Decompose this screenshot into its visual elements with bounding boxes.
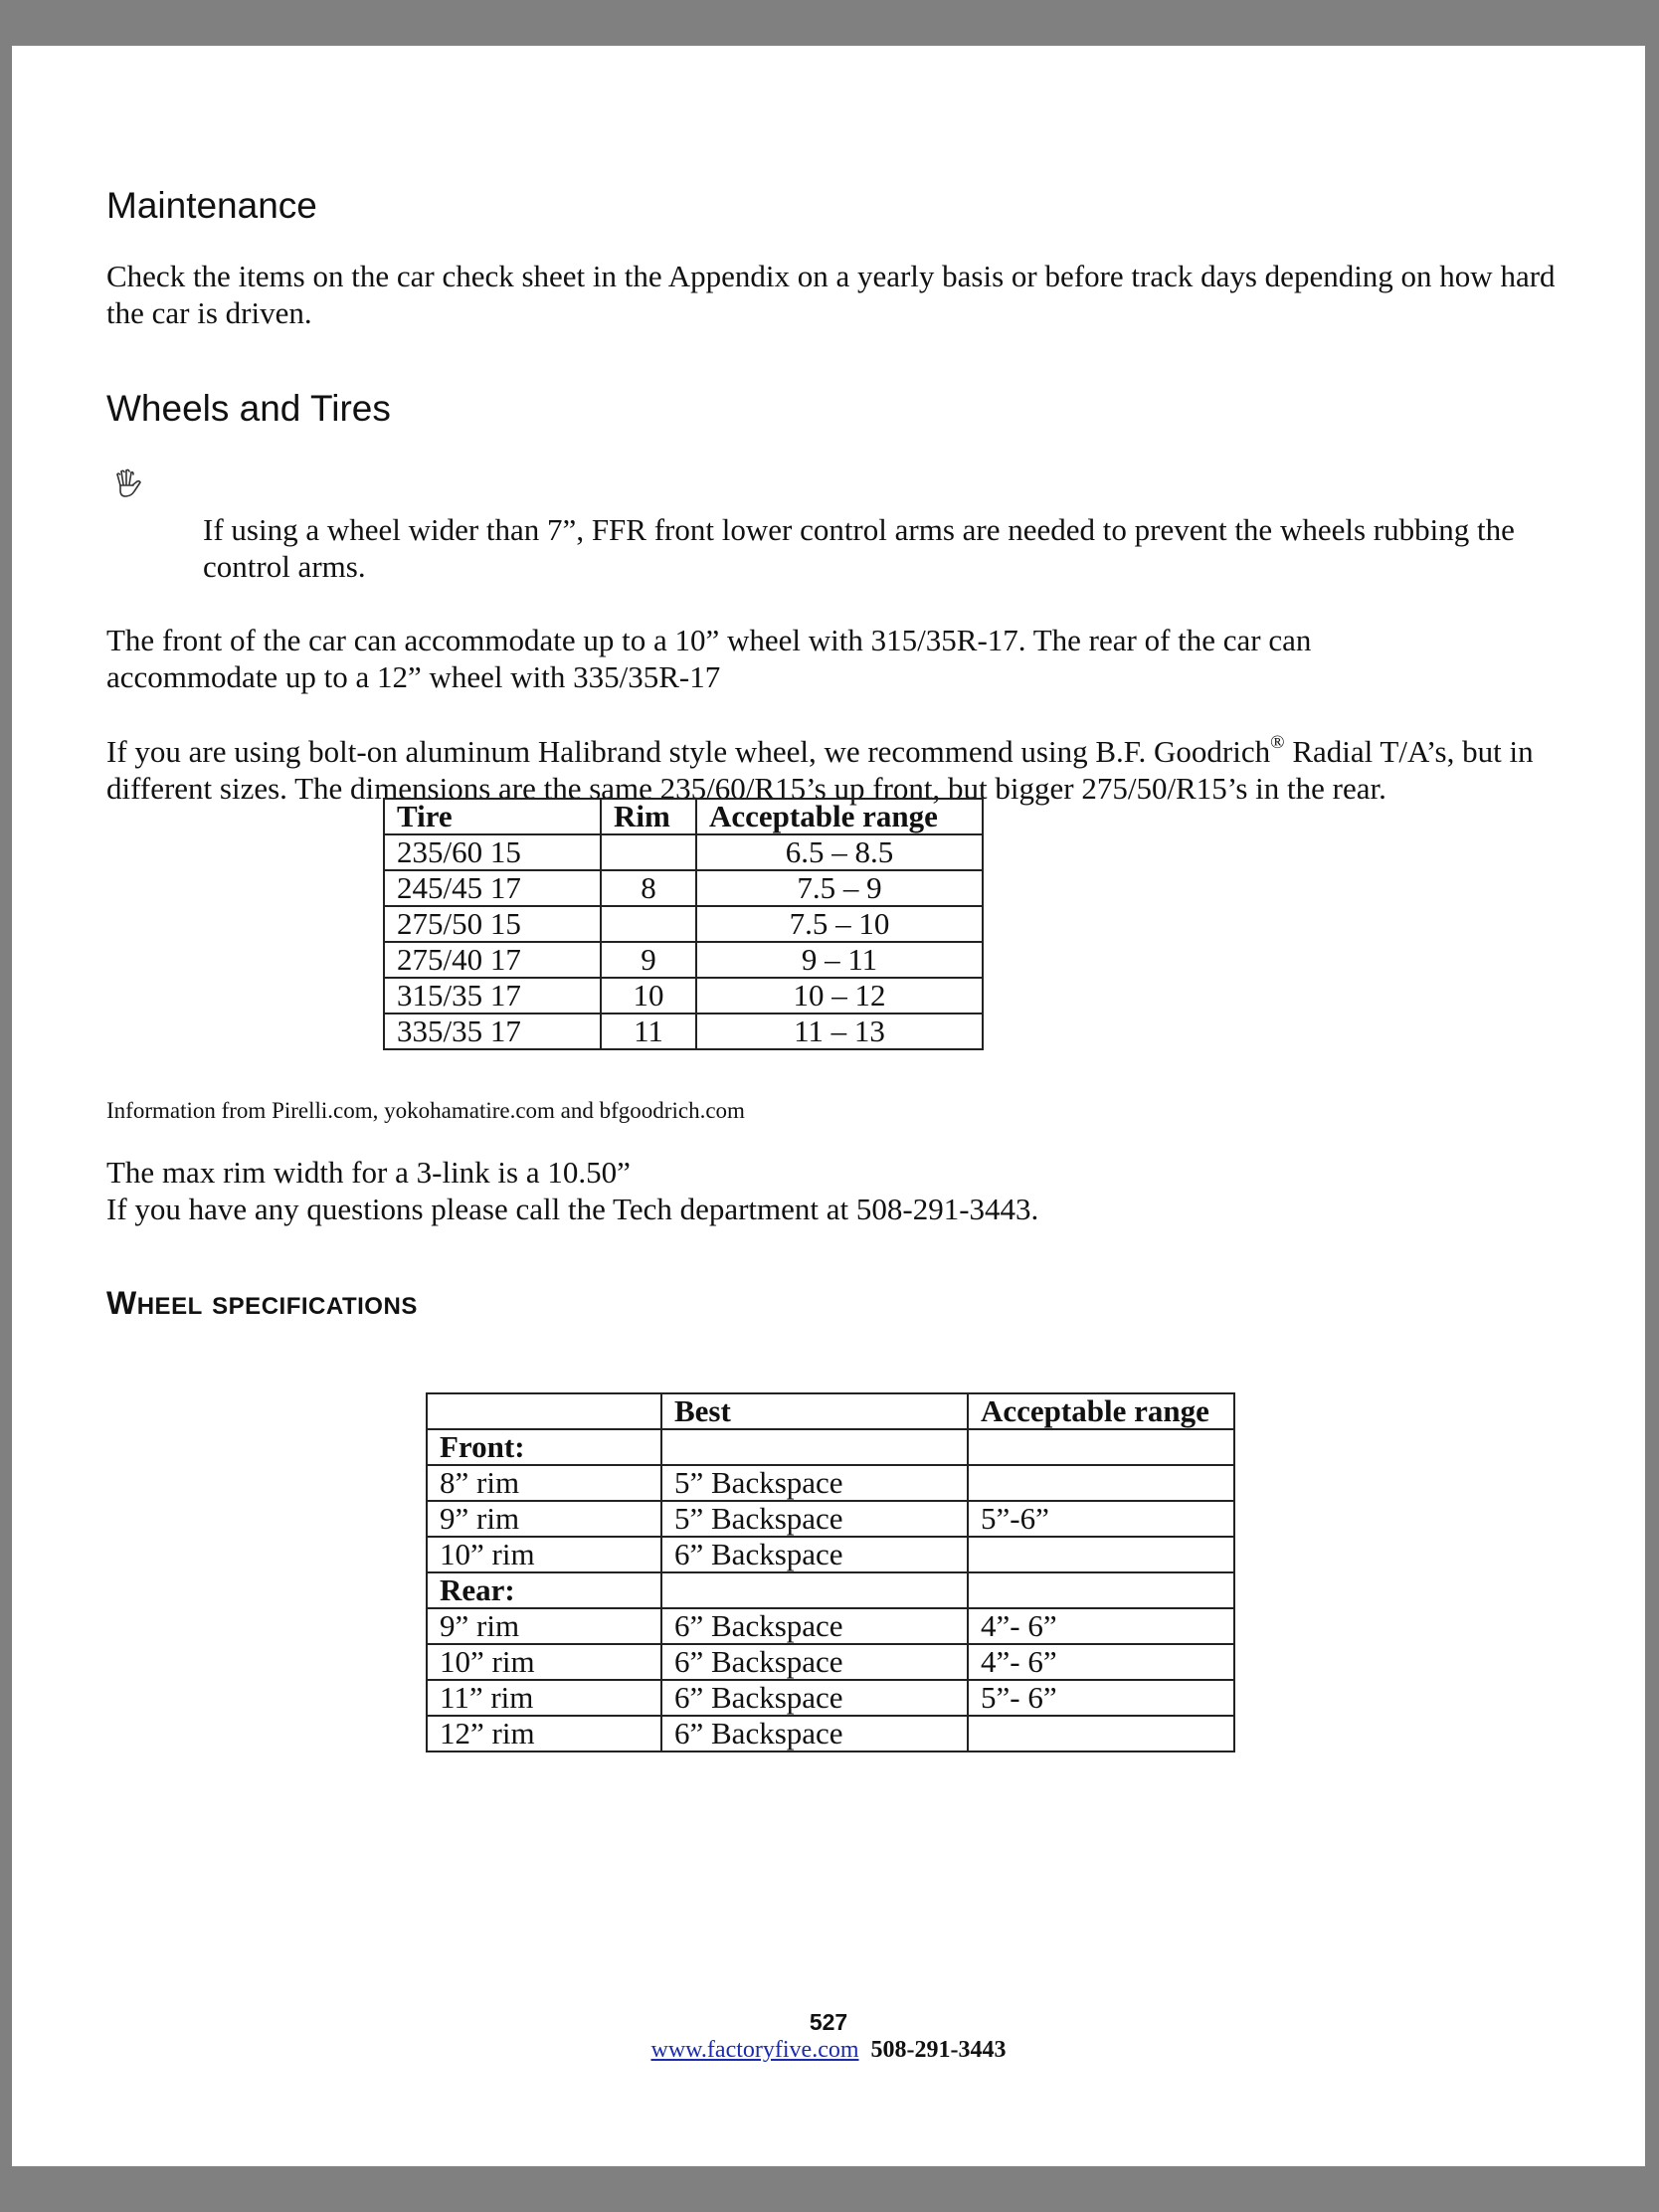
rim-size-cell: Rear: [427, 1572, 661, 1608]
rim-cell: 11 [601, 1014, 696, 1049]
header-acceptable-range: Acceptable range [968, 1393, 1234, 1429]
registered-mark: ® [1270, 732, 1285, 753]
table-row [384, 978, 983, 1014]
rim-size-cell: 8” rim [427, 1465, 661, 1501]
wheel-specs-heading-text: WHEEL SPECIFICATIONS [106, 1285, 418, 1321]
rim-size-cell: 9” rim [427, 1501, 661, 1537]
wheels-tires-heading: Wheels and Tires [106, 388, 391, 429]
acceptable-range-cell: 4”- 6” [968, 1644, 1234, 1680]
header-tire: Tire [384, 799, 601, 834]
rim-size-cell: Front: [427, 1429, 661, 1465]
footer-phone: 508-291-3443 [870, 2037, 1007, 2063]
table-row [427, 1572, 1234, 1608]
table-row [427, 1429, 1234, 1465]
front-rear-capacity-paragraph: The front of the car can accommodate up to a 10” wheel with 315/35R-17. The rear of the car can accommodate up to a 12” wheel with 335/35R-17 [106, 623, 1312, 694]
acceptable-range-cell [968, 1465, 1234, 1501]
table-row [427, 1501, 1234, 1537]
rim-cell: 8 [601, 870, 696, 906]
page-number: 527 [809, 2009, 848, 2035]
best-cell: 6” Backspace [661, 1537, 968, 1572]
note-paragraph: If using a wheel wider than 7”, FFR front lower control arms are needed to prevent the wheels rubbing the control arms. [203, 512, 1515, 584]
acceptable-range-cell [968, 1537, 1234, 1572]
wheel-specs-table [426, 1392, 1235, 1752]
website-link[interactable]: www.factoryfive.com [650, 2037, 859, 2063]
best-cell: 6” Backspace [661, 1680, 968, 1716]
rim-size-cell: 11” rim [427, 1680, 661, 1716]
table-row [384, 906, 983, 942]
table-row [427, 1608, 1234, 1644]
range-cell: 9 – 11 [696, 942, 983, 978]
halibrand-text-2: Radial T/A’s, but in different sizes. The dimensions are the same 235/60/R15’s up front, but bigger 275/50/R15’s in the rear. [106, 734, 1534, 806]
tire-table [383, 798, 984, 1050]
wheel-specs-heading [106, 1285, 418, 1322]
acceptable-range-cell: 5”- 6” [968, 1680, 1234, 1716]
rim-size-cell: 10” rim [427, 1644, 661, 1680]
rim-cell [601, 834, 696, 870]
range-cell: 7.5 – 10 [696, 906, 983, 942]
rim-size-cell: 12” rim [427, 1716, 661, 1751]
footer [12, 2037, 1645, 2064]
halibrand-paragraph [106, 733, 1588, 807]
rim-cell: 10 [601, 978, 696, 1014]
table-row [427, 1680, 1234, 1716]
tire-cell: 275/50 15 [384, 906, 601, 942]
header-rim: Rim [601, 799, 696, 834]
table-row [384, 870, 983, 906]
table-row [384, 834, 983, 870]
document-page [12, 46, 1645, 2166]
header-acceptable-range: Acceptable range [696, 799, 983, 834]
best-cell: 6” Backspace [661, 1608, 968, 1644]
acceptable-range-cell [968, 1429, 1234, 1465]
best-cell: 6” Backspace [661, 1644, 968, 1680]
best-cell: 5” Backspace [661, 1501, 968, 1537]
table-header-row [384, 799, 983, 834]
maintenance-heading: Maintenance [106, 185, 317, 226]
max-rim-text: The max rim width for a 3-link is a 10.50” [106, 1155, 631, 1190]
range-cell: 11 – 13 [696, 1014, 983, 1049]
acceptable-range-cell [968, 1572, 1234, 1608]
maintenance-paragraph: Check the items on the car check sheet in the Appendix on a yearly basis or before track days depending on how hard the car is driven. [106, 259, 1556, 330]
rim-size-cell: 10” rim [427, 1537, 661, 1572]
questions-text: If you have any questions please call the Tech department at 508-291-3443. [106, 1192, 1039, 1226]
halibrand-text-1: If you are using bolt-on aluminum Halibrand style wheel, we recommend using B.F. Goodrich [106, 734, 1271, 769]
table-header-row [427, 1393, 1234, 1429]
tire-cell: 335/35 17 [384, 1014, 601, 1049]
acceptable-range-cell: 4”- 6” [968, 1608, 1234, 1644]
rim-cell [601, 906, 696, 942]
acceptable-range-cell [968, 1716, 1234, 1751]
tire-cell: 315/35 17 [384, 978, 601, 1014]
table-row [427, 1716, 1234, 1751]
best-cell [661, 1429, 968, 1465]
rim-size-cell: 9” rim [427, 1608, 661, 1644]
rim-cell: 9 [601, 942, 696, 978]
range-cell: 10 – 12 [696, 978, 983, 1014]
table-row [384, 1014, 983, 1049]
header-blank [427, 1393, 661, 1429]
table-row [384, 942, 983, 978]
hand-icon [111, 465, 145, 499]
source-note: Information from Pirelli.com, yokohamatire.com and bfgoodrich.com [106, 1098, 745, 1123]
header-best: Best [661, 1393, 968, 1429]
range-cell: 6.5 – 8.5 [696, 834, 983, 870]
best-cell [661, 1572, 968, 1608]
range-cell: 7.5 – 9 [696, 870, 983, 906]
table-row [427, 1465, 1234, 1501]
tire-cell: 245/45 17 [384, 870, 601, 906]
best-cell: 5” Backspace [661, 1465, 968, 1501]
acceptable-range-cell: 5”-6” [968, 1501, 1234, 1537]
tire-cell: 235/60 15 [384, 834, 601, 870]
best-cell: 6” Backspace [661, 1716, 968, 1751]
tire-cell: 275/40 17 [384, 942, 601, 978]
table-row [427, 1644, 1234, 1680]
table-row [427, 1537, 1234, 1572]
